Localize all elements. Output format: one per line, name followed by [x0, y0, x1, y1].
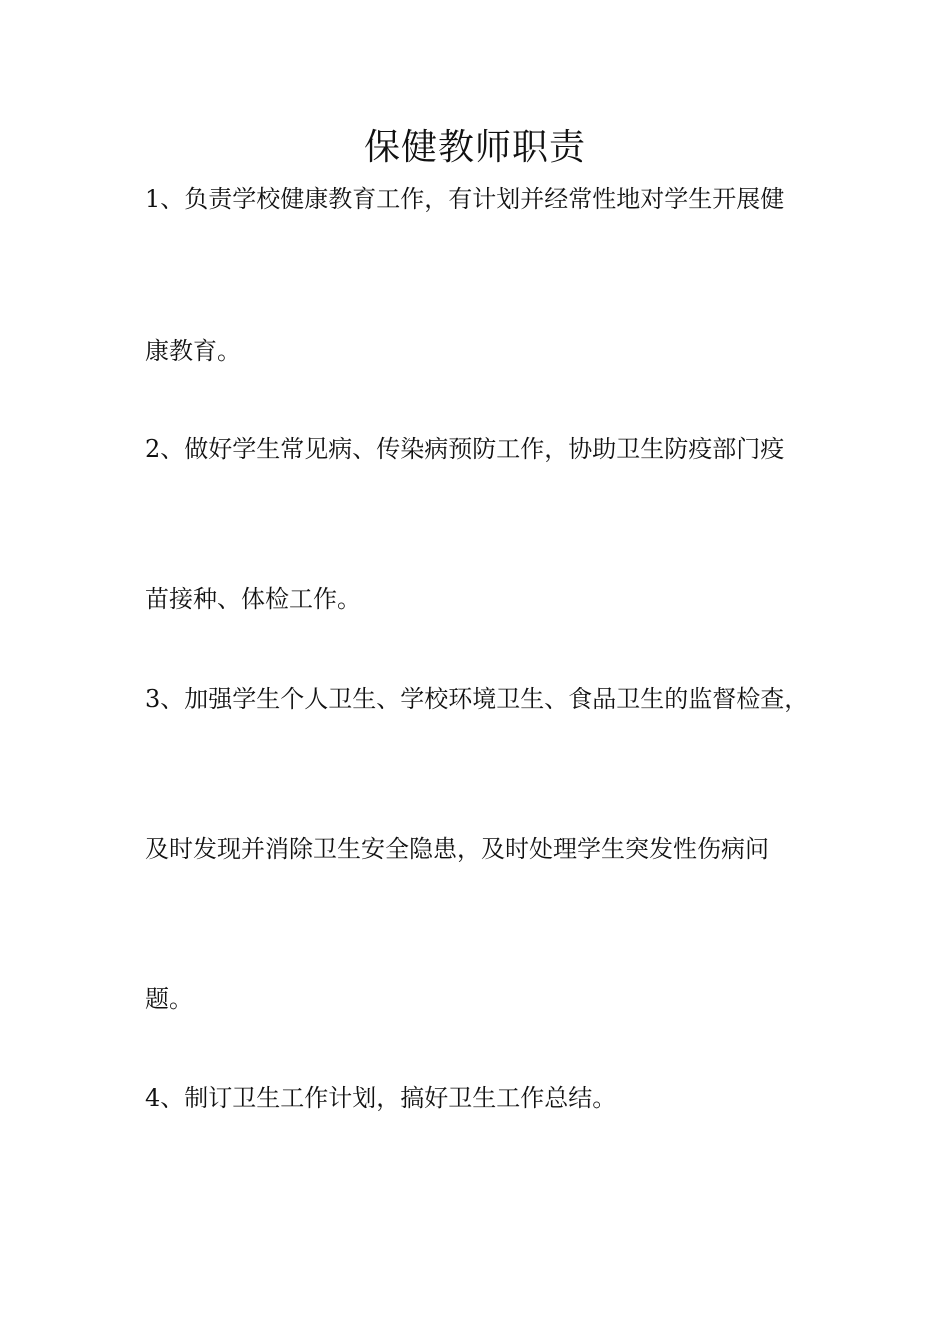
duty-1-line-2: 康教育。: [145, 337, 241, 365]
duty-2-line-1: 2、做好学生常见病、传染病预防工作，协助卫生防疫部门疫: [145, 435, 785, 463]
duty-3-line-3: 题。: [145, 985, 193, 1013]
duty-1-line-1: 1、负责学校健康教育工作，有计划并经常性地对学生开展健: [145, 185, 785, 213]
duty-2-line-2: 苗接种、体检工作。: [145, 585, 361, 613]
duty-3-line-2: 及时发现并消除卫生安全隐患，及时处理学生突发性伤病问: [145, 835, 769, 863]
duty-4-line-1: 4、制订卫生工作计划，搞好卫生工作总结。: [145, 1084, 617, 1112]
document-title: 保健教师职责: [363, 127, 586, 168]
duty-3-line-1: 3、加强学生个人卫生、学校环境卫生、食品卫生的监督检查，: [145, 685, 809, 713]
